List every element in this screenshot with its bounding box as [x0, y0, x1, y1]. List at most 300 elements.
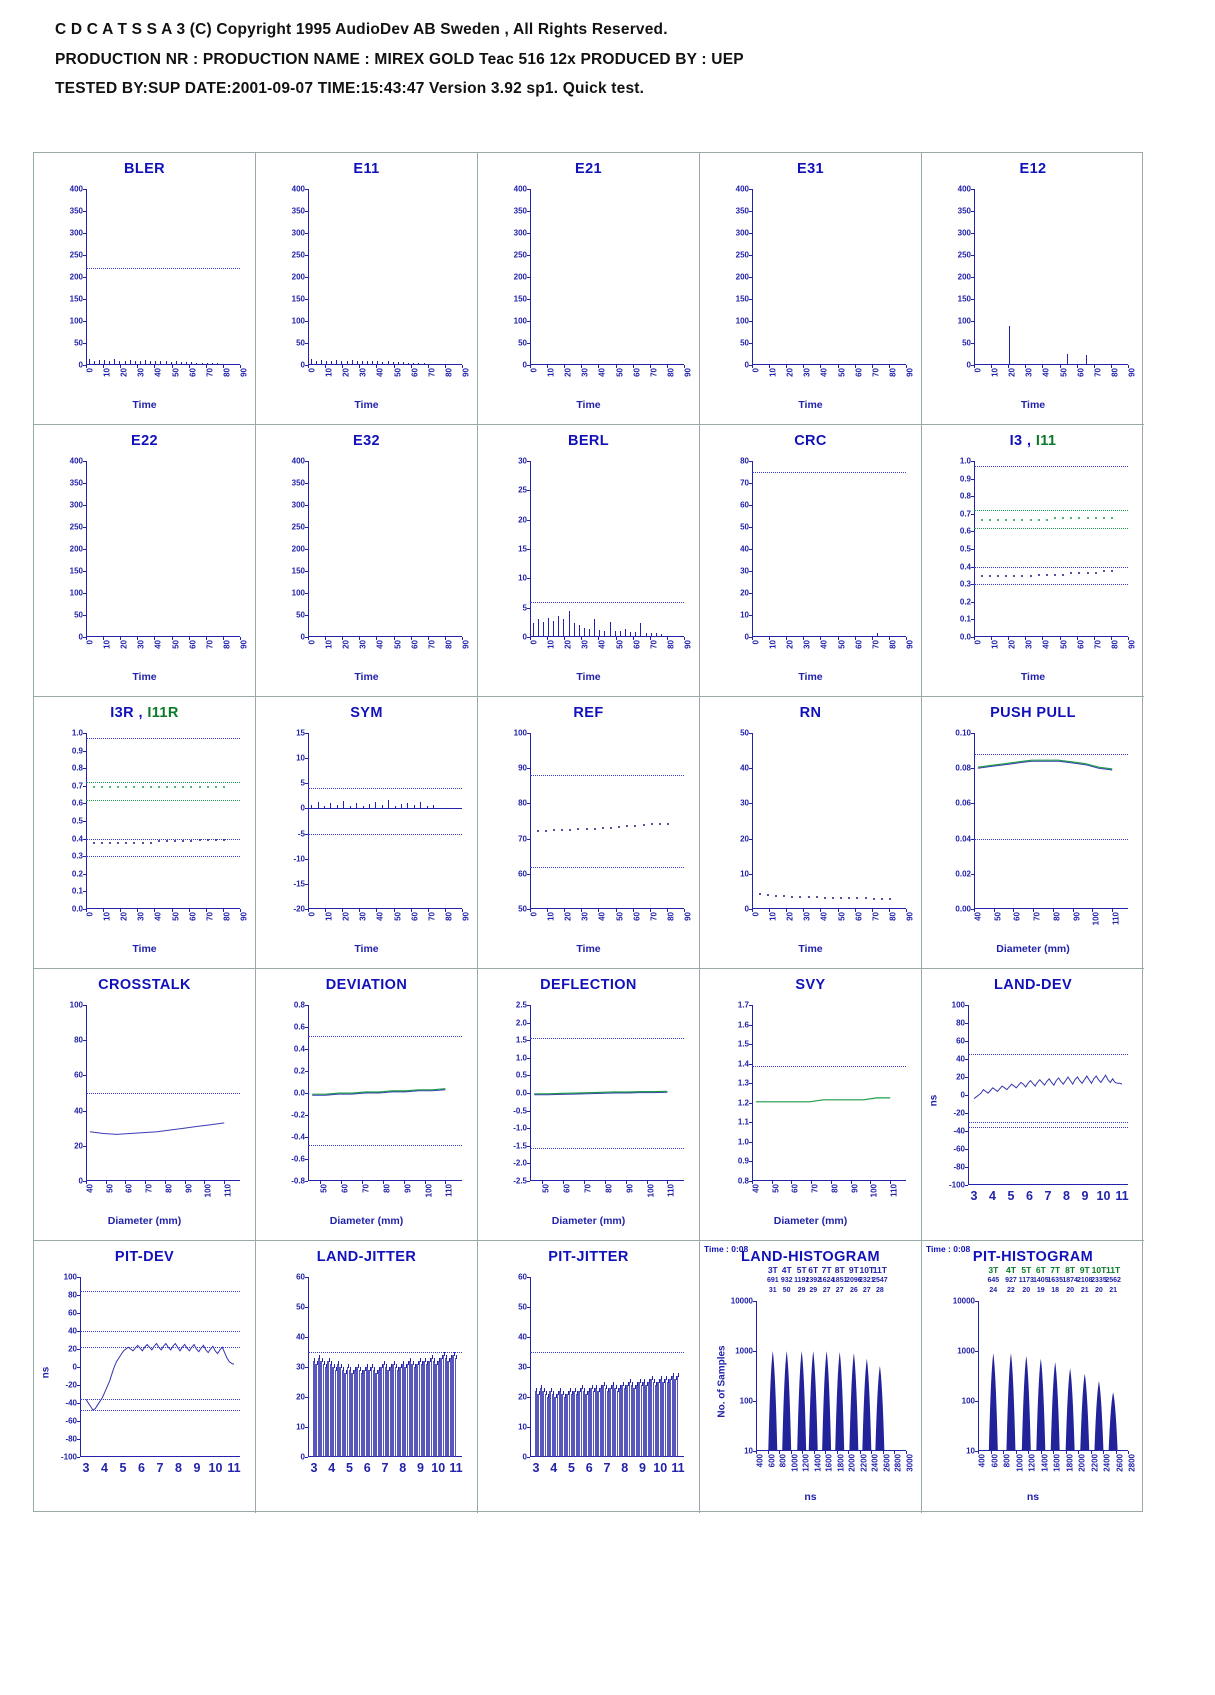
x-tick-label: 60	[632, 368, 642, 377]
x-tick-label: 80	[604, 1184, 614, 1193]
x-tick-label: 6	[1026, 1189, 1033, 1203]
x-axis	[974, 636, 1128, 637]
x-tick-mark	[1128, 365, 1129, 368]
y-tick-label: 200	[735, 272, 749, 282]
y-tick-label: 15	[518, 544, 527, 554]
data-bar-peak	[546, 1391, 547, 1395]
y-tick-label: 60	[74, 1070, 83, 1080]
plot-area-e21	[513, 184, 693, 377]
x-tick-label: 70	[205, 368, 215, 377]
data-spike	[388, 361, 389, 365]
data-point	[848, 897, 850, 899]
y-tick-label: 100	[739, 1396, 753, 1406]
y-tick-label: 250	[735, 250, 749, 260]
data-point	[569, 829, 571, 831]
charts-grid	[33, 152, 1143, 1512]
y-axis	[86, 733, 87, 909]
x-tick-label: 70	[144, 1184, 154, 1193]
x-tick-label: 10	[1096, 1189, 1111, 1203]
x-tick-label: 0	[751, 368, 761, 373]
data-point	[223, 839, 225, 841]
hist-run-label: 11T	[872, 1265, 887, 1275]
x-tick-label: 3	[82, 1461, 90, 1475]
hist-count-sigma: 26	[849, 1287, 858, 1294]
data-spike	[367, 361, 368, 365]
data-bar-peak	[446, 1355, 447, 1359]
hist-count-mean: 927	[1005, 1277, 1017, 1284]
hist-count-sigma: 29	[797, 1287, 806, 1294]
y-tick-label: 20	[68, 1344, 77, 1354]
x-tick-mark	[1053, 1451, 1054, 1454]
x-tick-mark	[616, 637, 617, 640]
y-tick-mark	[305, 1427, 308, 1428]
x-tick-label: 50	[319, 1184, 329, 1193]
x-tick-mark	[86, 365, 87, 368]
y-tick-label: -5	[297, 829, 305, 839]
x-tick-mark	[1066, 1451, 1067, 1454]
x-tick-mark	[838, 637, 839, 640]
y-tick-label: 0.0	[959, 632, 971, 642]
data-spike	[207, 363, 208, 365]
x-tick-mark	[1077, 637, 1078, 640]
data-point	[816, 896, 818, 898]
y-tick-label: -10	[293, 854, 305, 864]
x-tick-label: 30	[802, 640, 812, 649]
y-tick-label: 50	[740, 338, 749, 348]
data-bar-peak	[338, 1361, 339, 1365]
x-tick-mark	[1060, 365, 1061, 368]
x-tick-label: 4	[550, 1461, 558, 1475]
x-tick-mark	[1025, 637, 1026, 640]
y-tick-label: 20	[956, 1072, 965, 1082]
data-spike	[191, 362, 192, 365]
data-spike	[160, 361, 161, 365]
x-axis-label: Diameter (mm)	[107, 1215, 182, 1227]
y-tick-label: 0.7	[959, 509, 971, 519]
data-spike	[1086, 355, 1087, 365]
x-tick-label: 40	[375, 912, 385, 921]
data-spike	[594, 619, 595, 637]
x-tick-label: 10	[546, 912, 556, 921]
x-tick-mark	[667, 909, 668, 912]
y-tick-label: 0.2	[959, 597, 971, 607]
y-tick-label: 0	[300, 360, 305, 370]
x-tick-label: 90	[239, 640, 249, 649]
y-tick-label: 50	[518, 1302, 527, 1312]
y-tick-mark	[749, 874, 752, 875]
x-tick-label: 1600	[824, 1454, 834, 1472]
hist-count-sigma: 21	[1109, 1287, 1118, 1294]
data-bar-peak	[410, 1358, 411, 1362]
data-curve	[968, 1005, 1128, 1185]
x-axis-label: Time	[132, 943, 157, 955]
x-tick-mark	[223, 909, 224, 912]
data-spike	[615, 631, 616, 637]
x-tick-mark	[906, 637, 907, 640]
data-point	[989, 575, 991, 577]
x-axis	[308, 636, 462, 637]
y-tick-label: 40	[740, 763, 749, 773]
data-bar-peak	[584, 1388, 585, 1392]
data-spike	[130, 360, 131, 365]
data-point	[1013, 519, 1015, 521]
x-tick-mark	[872, 637, 873, 640]
hist-count-mean: 645	[987, 1277, 1000, 1284]
data-point	[1070, 572, 1072, 574]
data-bar-peak	[541, 1385, 542, 1389]
x-tick-mark	[814, 1451, 815, 1454]
panel-i3i11	[922, 425, 1144, 697]
x-tick-mark	[240, 637, 241, 640]
x-tick-mark	[1077, 365, 1078, 368]
hist-count-sigma: 24	[989, 1287, 998, 1294]
x-tick-mark	[1073, 909, 1074, 912]
x-tick-label: 100	[646, 1184, 656, 1198]
y-tick-label: 0.8	[959, 491, 971, 501]
y-tick-label: 300	[513, 228, 527, 238]
x-tick-mark	[581, 909, 582, 912]
data-spike	[176, 361, 177, 365]
x-tick-mark	[768, 1451, 769, 1454]
x-tick-label: 5	[119, 1461, 127, 1475]
data-spike	[584, 628, 585, 637]
hist-count-mean: 932	[780, 1277, 793, 1284]
x-tick-label: 0	[529, 912, 539, 917]
y-tick-mark	[527, 1367, 530, 1368]
x-tick-label: 9	[193, 1461, 201, 1475]
y-tick-label: 350	[69, 206, 83, 216]
data-spike	[661, 634, 662, 637]
data-point	[1111, 517, 1113, 519]
panel-e32	[256, 425, 478, 697]
x-axis-label: Time	[354, 399, 379, 411]
y-tick-label: 50	[296, 338, 305, 348]
panel-deviation	[256, 969, 478, 1241]
x-tick-label: 30	[580, 640, 590, 649]
data-spike	[114, 359, 115, 365]
hist-run-label: 5T	[796, 1265, 807, 1275]
data-bar-peak	[456, 1355, 457, 1359]
y-tick-mark	[305, 859, 308, 860]
data-point	[981, 575, 983, 577]
x-tick-label: 30	[580, 368, 590, 377]
x-tick-mark	[359, 365, 360, 368]
panel-sym	[256, 697, 478, 969]
y-tick-mark	[527, 768, 530, 769]
data-spike	[393, 362, 394, 365]
x-tick-label: 50	[171, 912, 181, 921]
x-tick-label: 20	[119, 912, 129, 921]
x-tick-label: 40	[597, 368, 607, 377]
y-tick-label: 0.9	[737, 1156, 749, 1166]
data-bar-peak	[420, 1358, 421, 1362]
x-tick-mark	[1042, 637, 1043, 640]
y-axis-label: ns	[928, 1094, 940, 1107]
y-tick-label: 0	[960, 1090, 965, 1100]
y-tick-mark	[83, 189, 86, 190]
x-tick-mark	[974, 365, 975, 368]
data-spike	[155, 361, 156, 365]
panel-title-pushpull: PUSH PULL	[990, 705, 1076, 721]
x-axis-label: Diameter (mm)	[551, 1215, 626, 1227]
y-tick-label: 100	[63, 1272, 77, 1282]
data-point	[881, 898, 883, 900]
x-tick-label: 3	[970, 1189, 978, 1203]
x-tick-label: 400	[755, 1454, 765, 1468]
y-tick-label: 0.6	[959, 526, 971, 536]
x-tick-label: 80	[222, 912, 232, 921]
x-tick-label: 7	[1044, 1189, 1052, 1203]
data-spike	[196, 363, 197, 365]
y-tick-label: -100	[60, 1452, 77, 1462]
data-spike	[326, 361, 327, 365]
x-tick-mark	[411, 637, 412, 640]
data-point	[997, 519, 999, 521]
x-tick-mark	[172, 365, 173, 368]
x-axis-label: Time	[576, 399, 601, 411]
x-tick-label: 10	[768, 640, 778, 649]
data-spike	[656, 633, 657, 637]
x-tick-label: 110	[666, 1184, 676, 1197]
y-tick-label: 400	[957, 184, 971, 194]
data-point	[981, 519, 983, 521]
x-tick-label: 50	[541, 1184, 551, 1193]
panel-title-deviation: DEVIATION	[325, 977, 408, 993]
x-tick-label: 6	[363, 1461, 371, 1475]
panel-title-pitjitter: PIT-JITTER	[548, 1249, 629, 1265]
hist-count-sigma: 21	[1080, 1287, 1089, 1294]
panel-corner-time: Time : 0:08	[926, 1244, 971, 1254]
data-curve	[530, 1005, 684, 1181]
x-tick-mark	[120, 365, 121, 368]
y-tick-mark	[305, 733, 308, 734]
data-spike	[212, 363, 213, 365]
x-tick-label: 90	[239, 368, 249, 377]
data-point	[545, 830, 547, 832]
x-tick-mark	[860, 1451, 861, 1454]
x-axis	[86, 636, 240, 637]
plot-area-deflection	[513, 1000, 684, 1198]
hist-run-label: 7T	[821, 1265, 832, 1275]
y-tick-mark	[527, 461, 530, 462]
y-tick-label: 0	[744, 904, 749, 914]
x-tick-label: 11	[1115, 1189, 1129, 1203]
y-tick-label: 0	[78, 1176, 83, 1186]
x-tick-label: 2400	[1102, 1454, 1112, 1472]
data-spike	[202, 363, 203, 365]
data-spike	[362, 361, 363, 365]
y-tick-label: 0.10	[955, 728, 971, 738]
x-tick-label: 50	[837, 912, 847, 921]
data-spike	[599, 630, 600, 637]
x-tick-label: 0	[307, 640, 317, 645]
data-point	[133, 786, 135, 788]
data-spike	[434, 364, 435, 365]
data-bar-peak	[372, 1364, 373, 1368]
y-tick-mark	[83, 803, 86, 804]
x-tick-label: 20	[119, 368, 129, 377]
y-tick-label: 1.1	[737, 1117, 749, 1127]
data-spike	[418, 363, 419, 365]
plot-area-crc	[740, 456, 915, 649]
x-tick-mark	[120, 637, 121, 640]
y-tick-label: 1.3	[737, 1078, 749, 1088]
data-spike	[832, 636, 833, 637]
x-tick-mark	[581, 637, 582, 640]
y-tick-label: 1.6	[737, 1020, 749, 1030]
y-tick-mark	[527, 578, 530, 579]
plot-area-crosstalk	[69, 1000, 240, 1198]
panel-pitdev	[34, 1241, 256, 1513]
y-tick-mark	[527, 1181, 530, 1182]
y-tick-mark	[305, 1397, 308, 1398]
x-tick-mark	[1003, 1451, 1004, 1454]
x-tick-label: 30	[802, 912, 812, 921]
data-point	[1013, 575, 1015, 577]
x-tick-mark	[137, 365, 138, 368]
x-tick-label: 50	[171, 368, 181, 377]
y-tick-label: 10	[518, 1422, 527, 1432]
data-point	[117, 842, 119, 844]
x-tick-label: 70	[427, 640, 437, 649]
x-tick-mark	[752, 637, 753, 640]
data-bar-peak	[536, 1388, 537, 1392]
data-bar-peak	[678, 1373, 679, 1377]
y-tick-mark	[749, 299, 752, 300]
panel-e12	[922, 153, 1144, 425]
x-tick-label: 40	[751, 1184, 761, 1193]
y-tick-label: 50	[74, 610, 83, 620]
data-spike	[321, 360, 322, 365]
y-tick-label: 80	[68, 1290, 77, 1300]
histogram-peaks	[978, 1301, 1128, 1451]
x-tick-label: 60	[188, 912, 198, 921]
y-tick-label: 1000	[735, 1346, 753, 1356]
plot-area-landhistogram	[730, 1296, 915, 1472]
x-tick-mark	[428, 365, 429, 368]
y-tick-label: 100	[513, 728, 527, 738]
x-tick-label: 30	[136, 912, 146, 921]
x-tick-label: 0	[751, 640, 761, 645]
y-tick-label: 350	[513, 206, 527, 216]
y-tick-label: 200	[291, 272, 305, 282]
data-point	[166, 840, 168, 842]
data-point	[791, 896, 793, 898]
data-spike	[347, 361, 348, 365]
data-spike	[579, 625, 580, 637]
panel-crc	[700, 425, 922, 697]
y-axis	[752, 461, 753, 637]
y-tick-mark	[749, 255, 752, 256]
y-tick-label: 0.6	[71, 798, 83, 808]
x-tick-label: 20	[341, 640, 351, 649]
data-spike	[413, 363, 414, 365]
data-spike	[398, 362, 399, 365]
x-tick-mark	[1078, 1451, 1079, 1454]
x-tick-label: 0	[85, 912, 95, 917]
x-axis-label: Time	[132, 671, 157, 683]
y-tick-mark	[305, 593, 308, 594]
panel-svy	[700, 969, 922, 1241]
y-tick-label: 100	[291, 316, 305, 326]
y-tick-mark	[83, 549, 86, 550]
plot-area-e32	[291, 456, 471, 649]
x-tick-label: 600	[990, 1454, 999, 1468]
x-tick-label: 60	[632, 912, 642, 921]
x-tick-mark	[626, 1181, 627, 1184]
plot-area-bler	[69, 184, 249, 377]
data-spike	[171, 362, 172, 365]
y-tick-label: 150	[735, 294, 749, 304]
x-axis-label: Time	[576, 671, 601, 683]
x-tick-label: 800	[1002, 1454, 1012, 1468]
y-tick-mark	[305, 343, 308, 344]
x-tick-mark	[325, 365, 326, 368]
y-tick-mark	[83, 768, 86, 769]
threshold-line	[86, 268, 240, 269]
x-tick-label: 60	[410, 912, 420, 921]
x-tick-mark	[667, 637, 668, 640]
x-tick-mark	[811, 1181, 812, 1184]
x-tick-mark	[820, 909, 821, 912]
x-tick-label: 600	[767, 1454, 777, 1468]
data-point	[997, 575, 999, 577]
data-spike	[871, 636, 872, 637]
panel-title-landdev: LAND-DEV	[993, 977, 1073, 993]
x-tick-mark	[362, 1181, 363, 1184]
y-tick-mark	[305, 1307, 308, 1308]
y-tick-label: 0.4	[959, 562, 971, 572]
y-tick-label: 150	[69, 294, 83, 304]
y-tick-label: 0.7	[71, 781, 83, 791]
x-tick-label: 70	[205, 640, 215, 649]
data-bar-peak	[661, 1376, 662, 1380]
data-spike	[826, 636, 827, 637]
threshold-line-green	[974, 528, 1128, 529]
x-tick-mark	[308, 909, 309, 912]
y-tick-label: -1.5	[513, 1141, 527, 1151]
y-tick-label: 50	[74, 338, 83, 348]
panel-title-i3ri11r: I3R , I11R	[110, 705, 179, 721]
y-tick-mark	[749, 768, 752, 769]
data-point	[561, 829, 563, 831]
y-tick-label: -2.5	[513, 1176, 527, 1186]
y-tick-label: 40	[518, 1332, 527, 1342]
y-tick-label: 1.5	[737, 1039, 749, 1049]
y-tick-label: -0.4	[291, 1132, 305, 1142]
data-spike	[755, 636, 756, 637]
y-tick-mark	[749, 343, 752, 344]
y-tick-mark	[971, 255, 974, 256]
y-tick-mark	[527, 520, 530, 521]
x-tick-label: 90	[403, 1184, 413, 1193]
data-spike	[548, 618, 549, 637]
data-bar-peak	[394, 1361, 395, 1365]
x-tick-mark	[547, 637, 548, 640]
y-tick-label: 0	[522, 360, 527, 370]
production-line: PRODUCTION NR : PRODUCTION NAME : MIREX GOLD Teac 516 12x PRODUCED BY : UEP	[55, 50, 744, 68]
y-axis-label: No. of Samples	[716, 1345, 728, 1418]
data-spike	[89, 359, 90, 365]
x-tick-mark	[889, 637, 890, 640]
x-tick-label: 2600	[1115, 1454, 1124, 1472]
y-tick-mark	[527, 1457, 530, 1458]
x-tick-label: 60	[1012, 912, 1022, 921]
plot-area-e12	[957, 184, 1137, 377]
plot-area-berl	[518, 456, 693, 649]
y-tick-label: 60	[518, 869, 527, 879]
x-tick-mark	[1013, 909, 1014, 912]
